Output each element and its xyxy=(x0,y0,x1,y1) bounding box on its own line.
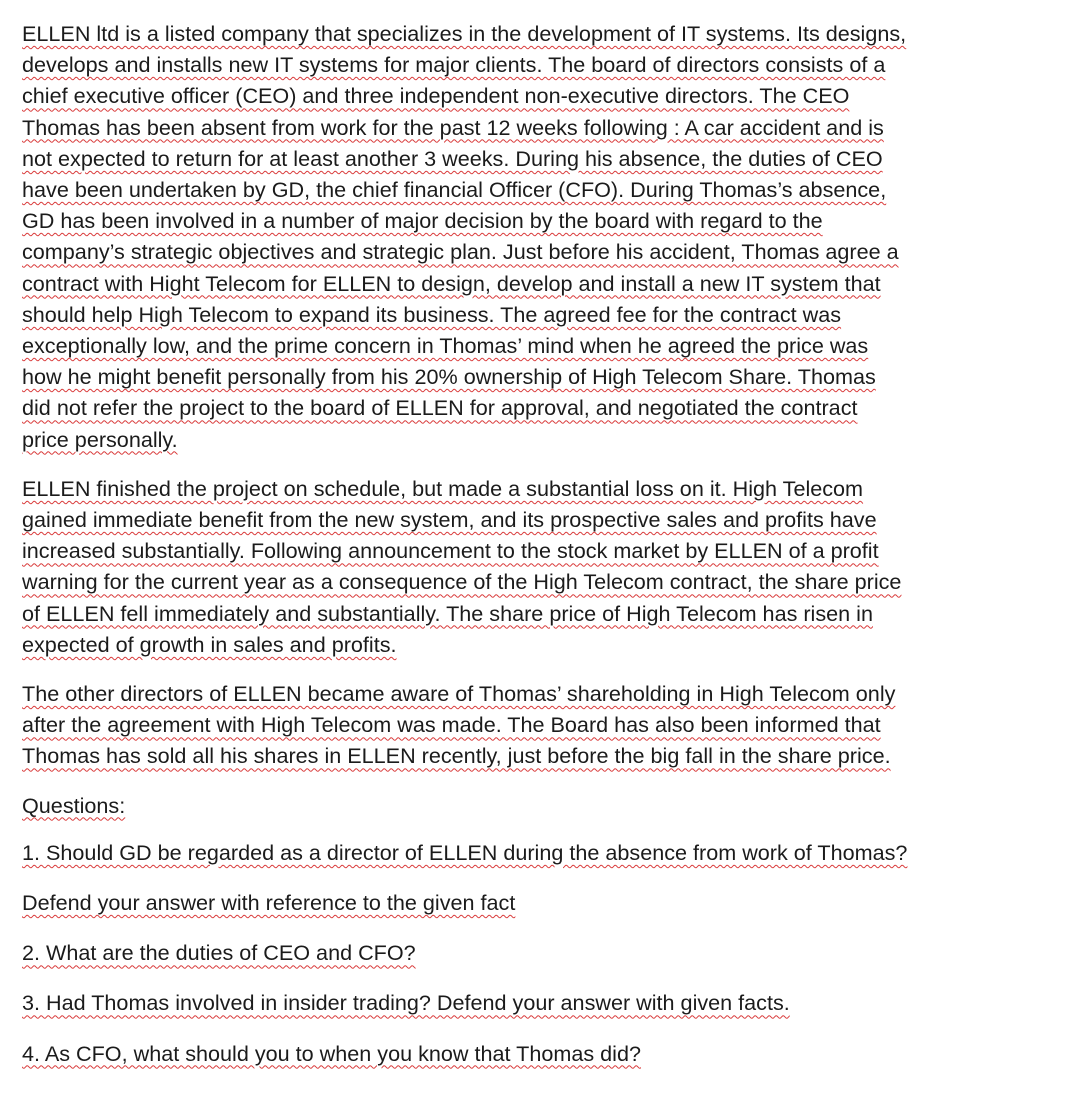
paragraph-line: company’s strategic objectives and strategic plan. Just before his accident, Thomas agree a xyxy=(22,239,899,265)
paragraph-line: after the agreement with High Telecom was made. The Board has also been informed that xyxy=(22,712,881,738)
paragraph-line: have been undertaken by GD, the chief financial Officer (CFO). During Thomas’s absence, xyxy=(22,177,887,203)
paragraph-line: Thomas has been absent from work for the past 12 weeks following : A car accident and is xyxy=(22,114,884,140)
questions-heading xyxy=(22,790,1068,821)
paragraph-line: GD has been involved in a number of major decision by the board with regard to the xyxy=(22,208,823,234)
question-text: Defend your answer with reference to the given fact xyxy=(22,890,516,916)
paragraph-line: should help High Telecom to expand its business. The agreed fee for the contract was xyxy=(22,301,842,327)
paragraph-line: expected of growth in sales and profits. xyxy=(22,631,397,657)
paragraph-line: contract with Hight Telecom for ELLEN to design, develop and install a new IT system that xyxy=(22,270,881,296)
document-body xyxy=(22,18,1068,1088)
question-text: 1. Should GD be regarded as a director of ELLEN during the absence from work of Thomas? xyxy=(22,839,908,865)
paragraph-line: ELLEN finished the project on schedule, but made a substantial loss on it. High Telecom xyxy=(22,475,864,501)
paragraph-line: price personally. xyxy=(22,426,178,452)
paragraph-line: warning for the current year as a consequence of the High Telecom contract, the share price xyxy=(22,569,902,595)
question-text: 4. As CFO, what should you to when you know that Thomas did? xyxy=(22,1040,641,1066)
questions-heading-text: Questions: xyxy=(22,792,126,818)
paragraph-line: did not refer the project to the board of ELLEN for approval, and negotiated the contract xyxy=(22,395,858,421)
paragraph-line: of ELLEN fell immediately and substantially. The share price of High Telecom has risen in xyxy=(22,600,873,626)
paragraph-2 xyxy=(22,473,1068,660)
paragraph-line: how he might benefit personally from his 20% ownership of High Telecom Share. Thomas xyxy=(22,364,876,390)
paragraph-1 xyxy=(22,18,1068,455)
question-1-continued xyxy=(22,887,1068,918)
paragraph-line: develops and installs new IT systems for major clients. The board of directors consists of a xyxy=(22,52,886,78)
question-2 xyxy=(22,937,1068,968)
question-4 xyxy=(22,1038,1068,1069)
question-3 xyxy=(22,987,1068,1018)
question-text: 2. What are the duties of CEO and CFO? xyxy=(22,940,416,966)
paragraph-line: exceptionally low, and the prime concern in Thomas’ mind when he agreed the price was xyxy=(22,333,869,359)
paragraph-line: ELLEN ltd is a listed company that specializes in the development of IT systems. Its designs, xyxy=(22,21,907,46)
paragraph-3 xyxy=(22,678,1068,772)
paragraph-line: gained immediate benefit from the new system, and its prospective sales and profits have xyxy=(22,507,877,533)
paragraph-line: not expected to return for at least another 3 weeks. During his absence, the duties of CEO xyxy=(22,145,883,171)
paragraph-line: Thomas has sold all his shares in ELLEN recently, just before the big fall in the share price. xyxy=(22,743,891,769)
paragraph-line: chief executive officer (CEO) and three independent non-executive directors. The CEO xyxy=(22,83,850,109)
question-text: 3. Had Thomas involved in insider trading? Defend your answer with given facts. xyxy=(22,990,790,1016)
paragraph-line: The other directors of ELLEN became aware of Thomas’ shareholding in High Telecom only xyxy=(22,681,896,707)
question-1 xyxy=(22,837,1068,868)
paragraph-line: increased substantially. Following announcement to the stock market by ELLEN of a profit xyxy=(22,538,879,564)
